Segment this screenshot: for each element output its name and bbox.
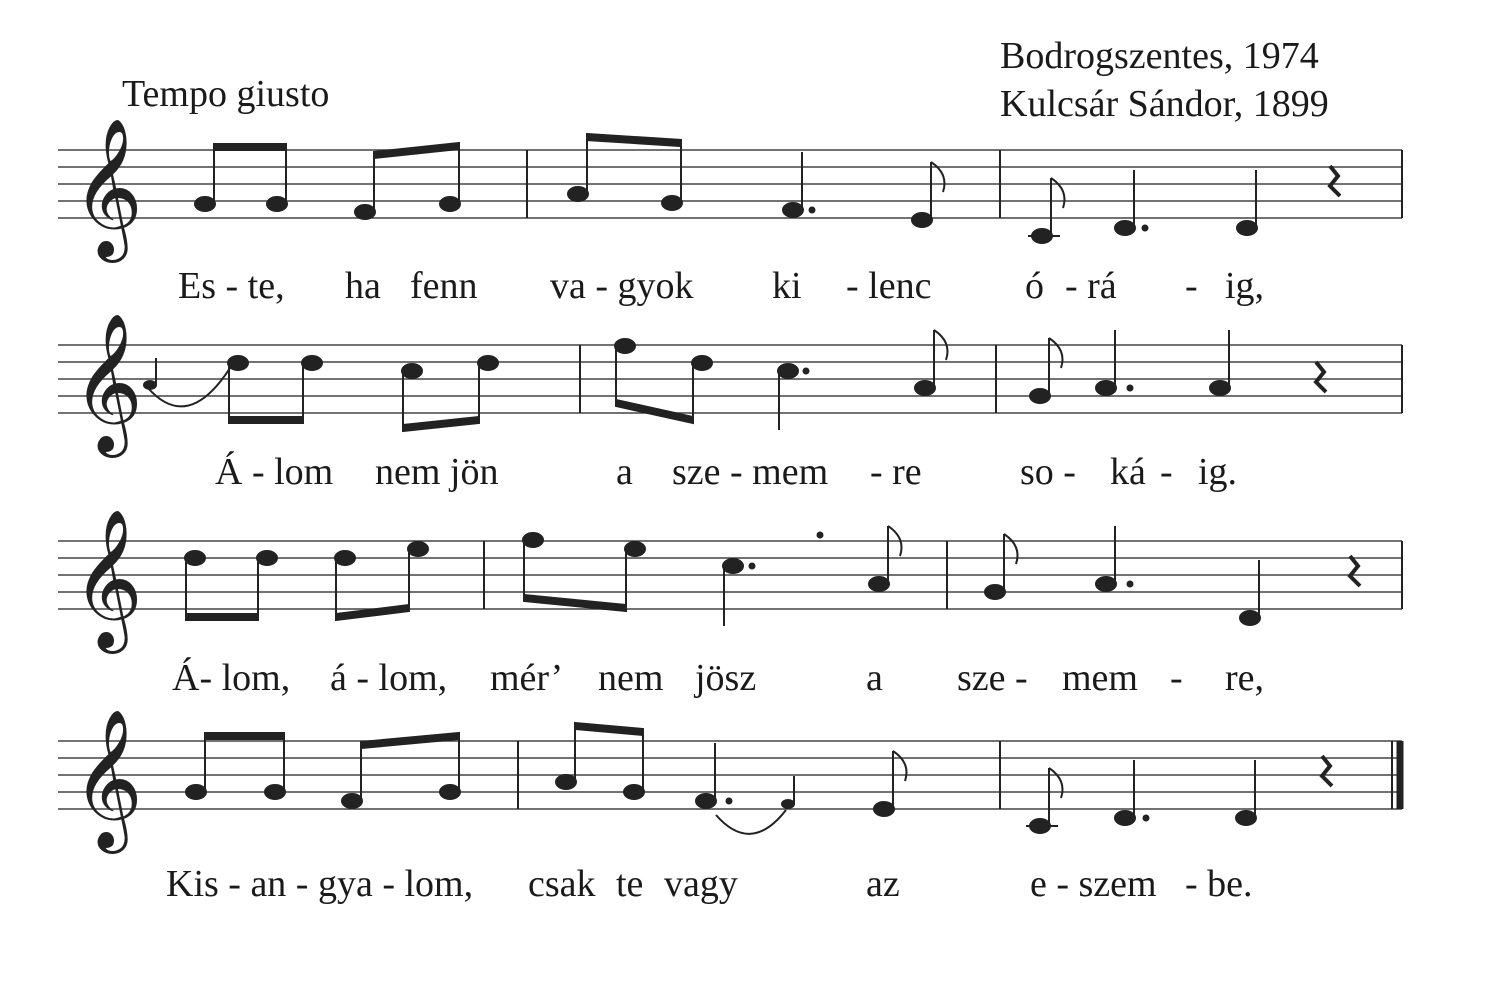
lyrics-row-4	[166, 863, 1253, 905]
lyrics-row-2	[215, 451, 1237, 493]
lyric-syllable: ha	[345, 265, 381, 307]
singer-name-year: Kulcsár Sándor, 1899	[1000, 83, 1329, 125]
lyric-syllable: so -	[1020, 451, 1076, 493]
lyric-syllable: -	[1170, 657, 1183, 699]
lyric-syllable: nem	[598, 657, 664, 699]
treble-clef-icon: 𝄞	[72, 313, 143, 452]
lyric-syllable: Es - te,	[178, 265, 285, 307]
lyric-syllable: va - gyok	[550, 265, 694, 307]
collection-place-year: Bodrogszentes, 1974	[1000, 35, 1319, 77]
lyric-syllable: sze -	[957, 657, 1028, 699]
lyric-syllable: mér’	[490, 657, 564, 699]
lyric-syllable: vagy	[664, 863, 738, 905]
staff-lines	[58, 150, 1402, 218]
lyric-syllable: mem	[1062, 657, 1138, 699]
lyric-syllable: az	[866, 863, 900, 905]
lyric-syllable: - rá	[1065, 265, 1117, 307]
treble-clef-icon: 𝄞	[72, 709, 143, 848]
lyric-syllable: sze - mem	[672, 451, 829, 493]
staff-lines	[58, 541, 1402, 609]
lyric-syllable: ó	[1025, 265, 1044, 307]
lyric-syllable: Á - lom	[215, 451, 334, 493]
lyrics-row-3	[172, 657, 1264, 699]
lyric-syllable: a	[866, 657, 883, 699]
lyric-syllable: á - lom,	[330, 657, 448, 699]
lyric-syllable: jösz	[695, 657, 757, 699]
treble-clef-icon: 𝄞	[72, 509, 143, 648]
tempo-marking: Tempo giusto	[122, 73, 330, 115]
notes	[186, 723, 1332, 834]
lyric-syllable: -	[1185, 265, 1198, 307]
lyric-syllable: ki	[772, 265, 802, 307]
lyric-syllable: csak	[528, 863, 596, 905]
lyric-syllable: a	[616, 451, 633, 493]
lyric-syllable: nem jön	[375, 451, 499, 493]
lyric-syllable: te	[616, 863, 644, 905]
lyric-syllable: ig,	[1225, 265, 1265, 307]
lyric-syllable: Kis - an - gya - lom,	[166, 863, 474, 905]
staff-row-4	[58, 709, 1402, 905]
lyric-syllable: - re	[870, 451, 922, 493]
staff-row-3	[58, 509, 1402, 699]
lyric-syllable: Á- lom,	[172, 657, 291, 699]
lyric-syllable: ká	[1110, 451, 1146, 493]
lyric-syllable: - lenc	[846, 265, 932, 307]
treble-clef-icon: 𝄞	[72, 118, 143, 257]
lyric-syllable: re,	[1225, 657, 1265, 699]
staff-lines	[58, 345, 1402, 413]
lyrics-row-1	[178, 265, 1264, 307]
lyric-syllable: - be.	[1185, 863, 1253, 905]
lyric-syllable: e - szem	[1030, 863, 1157, 905]
lyric-syllable: ig.	[1198, 451, 1238, 493]
staff-row-2	[58, 313, 1402, 493]
lyric-syllable: fenn	[410, 265, 478, 307]
staff-row-1	[58, 118, 1402, 307]
lyric-syllable: -	[1160, 451, 1173, 493]
